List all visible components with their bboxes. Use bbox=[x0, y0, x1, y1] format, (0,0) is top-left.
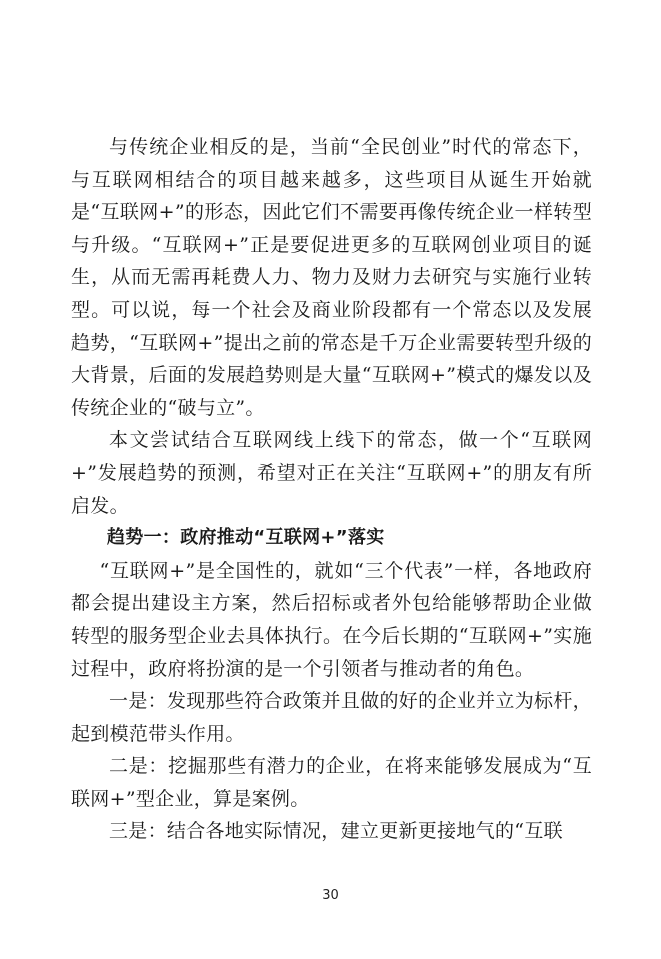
paragraph-government-role: “互联网+”是全国性的，就如“三个代表”一样，各地政府都会提出建设主方案，然后招标或者外包给能够帮助企业做转型的服务型企业去具体执行。在今后长期的“互联网+”实施过程中，政府将扮演的是一个引领者与推动者的角色。 bbox=[71, 559, 592, 680]
paragraph-point-three: 三是：结合各地实际情况，建立更新更接地气的“互联 bbox=[109, 820, 563, 843]
section-heading: 趋势一：政府推动“互联网+”落实 bbox=[107, 527, 385, 549]
paragraph-point-two: 二是：挖掘那些有潜力的企业，在将来能够发展成为“互联网+”型企业，算是案例。 bbox=[71, 755, 592, 810]
paragraph-purpose: 本文尝试结合互联网线上线下的常态，做一个“互联网+”发展趋势的预测，希望对正在关注“互联网+”的朋友有所启发。 bbox=[71, 429, 592, 517]
paragraph-point-one: 一是：发现那些符合政策并且做的好的企业并立为标杆，起到模范带头作用。 bbox=[71, 690, 592, 745]
page-body bbox=[71, 131, 592, 848]
page-number: 30 bbox=[322, 888, 339, 903]
paragraph-intro: 与传统企业相反的是，当前“全民创业”时代的常态下，与互联网相结合的项目越来越多，这些项目从诞生开始就是“互联网+”的形态，因此它们不需要再像传统企业一样转型与升级。“互联网+”正是要促进更多的互联网创业项目的诞生，从而无需再耗费人力、物力及财力去研究与实施行业转型。可以说，每一个社会及商业阶段都有一个常态以及发展趋势，“互联网+”提出之前的常态是千万企业需要转型升级的大背景，后面的发展趋势则是大量“互联网+”模式的爆发以及传统企业的“破与立”。 bbox=[71, 136, 592, 419]
